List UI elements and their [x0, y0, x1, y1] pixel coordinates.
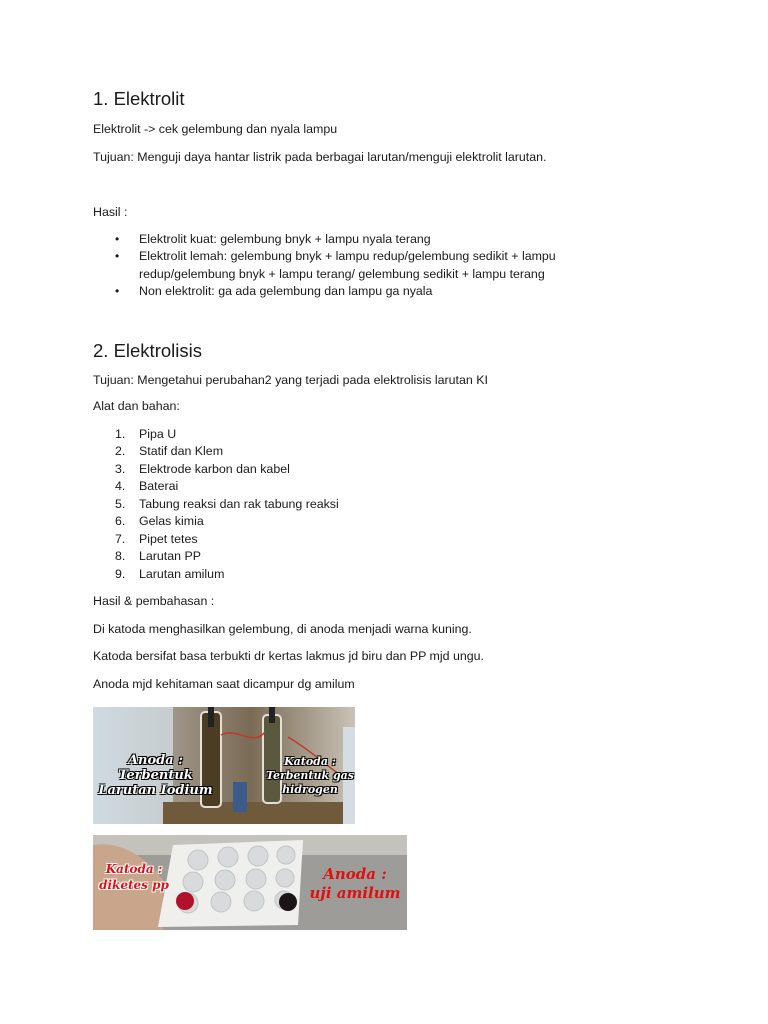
list-item: 9. Larutan amilum	[115, 566, 225, 581]
hasil-label: Hasil :	[93, 205, 128, 219]
alat-label: Alat dan bahan:	[93, 399, 180, 413]
spot-plate-photo	[93, 835, 407, 930]
result-list	[93, 231, 693, 301]
list-item: 3. Elektrode karbon dan kabel	[115, 461, 290, 476]
list-item: 4. Baterai	[115, 479, 179, 493]
paragraph: Di katoda menghasilkan gelembung, di anoda menjadi warna kuning.	[93, 621, 472, 636]
list-item: 6. Gelas kimia	[115, 514, 204, 528]
list-item: 7. Pipet tetes	[115, 531, 198, 546]
paragraph: Anoda mjd kehitaman saat dicampur dg amilum	[93, 676, 355, 691]
list-item: • Elektrolit lemah: gelembung bnyk + lampu redup/gelembung sedikit + lampu redup/gelembung bnyk + lampu terang/ gelembung sedikit + lampu terang	[115, 249, 556, 281]
list-item: • Elektrolit kuat: gelembung bnyk + lampu nyala terang	[93, 231, 639, 249]
anoda-amilum-label: Anoda : uji amilum	[309, 865, 401, 902]
list-item: 2. Statif dan Klem	[115, 444, 224, 458]
bullet-icon: •	[115, 231, 120, 246]
anoda-label: Anoda : Terbentuk Larutan Iodium	[98, 753, 213, 798]
list-item: 5. Tabung reaksi dan rak tabung reaksi	[115, 496, 339, 511]
bullet-icon: •	[115, 284, 120, 298]
paragraph: Katoda bersifat basa terbukti dr kertas lakmus jd biru dan PP mjd ungu.	[93, 649, 484, 663]
bullet-icon: •	[115, 249, 120, 263]
document-page	[93, 86, 693, 693]
paragraph: Elektrolit -> cek gelembung dan nyala lampu	[93, 122, 338, 136]
heading-elektrolit: 1. Elektrolit	[93, 88, 185, 109]
list-item: 8. Larutan PP	[115, 549, 201, 563]
katoda-label: Katoda : Terbentuk gas hidrogen	[266, 755, 354, 796]
heading-elektrolisis: 2. Elektrolisis	[93, 339, 202, 361]
katoda-pp-label: Katoda : diketes pp	[99, 862, 169, 892]
paragraph: Tujuan: Menguji daya hantar listrik pada berbagai larutan/menguji elektrolit larutan.	[93, 149, 547, 164]
hasil-pembahasan-label: Hasil & pembahasan :	[93, 594, 215, 608]
materials-list	[93, 426, 693, 584]
electrolysis-photo	[93, 707, 355, 824]
list-item: 1. Pipa U	[115, 426, 177, 441]
paragraph: Tujuan: Mengetahui perubahan2 yang terjadi pada elektrolisis larutan KI	[93, 372, 488, 387]
list-item: • Non elektrolit: ga ada gelembung dan lampu ga nyala	[93, 283, 639, 301]
